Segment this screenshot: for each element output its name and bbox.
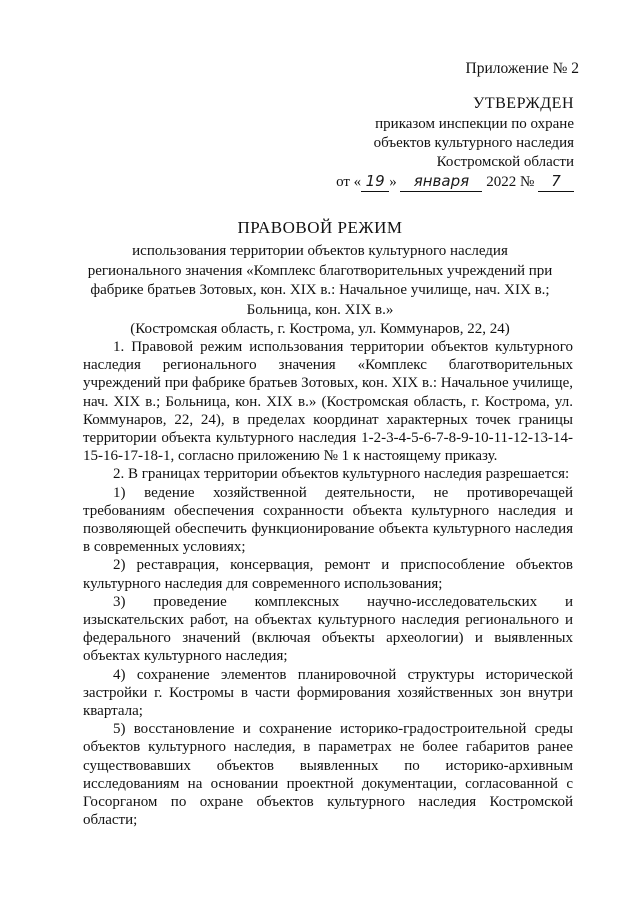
title-main: ПРАВОВОЙ РЕЖИМ: [237, 218, 403, 237]
date-prefix: от «: [336, 174, 362, 190]
order-line-2: объектов культурного наследия: [373, 135, 574, 151]
paragraph-2-item-5: 5) восстановление и сохранение историко-градостроительной среды объектов культурного наследия, в параметрах не более габаритов ранее существовавших объектов выявленных по историко-архивным исследованиям на основании проектной документации, согласованной с Госорганом по охране объектов культурного наследия Костромской области;: [83, 721, 573, 829]
date-day-handwritten: 19: [361, 172, 389, 192]
title-line-1: использования территории объектов культурного наследия: [132, 243, 508, 259]
title-line-3: фабрике братьев Зотовых, кон. XIX в.: Начальное училище, нач. XIX в.;: [90, 282, 550, 298]
approved-heading: УТВЕРЖДЕН: [473, 95, 574, 112]
paragraph-2-item-2: 2) реставрация, консервация, ремонт и приспособление объектов культурного наследия для современного использования;: [83, 557, 573, 592]
order-date-line: [314, 172, 574, 192]
date-year: 2022 №: [486, 174, 535, 190]
paragraph-2: 2. В границах территории объектов культурного наследия разрешается:: [113, 466, 570, 483]
appendix-label: Приложение № 2: [465, 60, 579, 77]
date-mid: »: [389, 174, 397, 190]
paragraph-2-item-3: 3) проведение комплексных научно-исследовательских и изыскательских работ, на объектах культурного наследия регионального и федерального значений (включая объекты археологии) и выявленных объектах культурного наследия;: [83, 593, 573, 665]
paragraph-2-item-1: 1) ведение хозяйственной деятельности, не противоречащей требованиям обеспечения сохранности объекта культурного наследия и позволяющей обеспечить функционирование объекта культурного наследия в современных условиях;: [83, 484, 573, 556]
paragraph-2-item-4: 4) сохранение элементов планировочной структуры исторической застройки г. Костромы в части формирования хозяйственных зон внутри квартала;: [83, 666, 573, 720]
paragraph-1: 1. Правовой режим использования территории объектов культурного наследия регионального значения «Комплекс благотворительных учреждений при фабрике братьев Зотовых, кон. XIX в.: Начальное училище, нач. XIX в.; Больница, кон. XIX в.» (Костромская область, г. Кострома, ул. Коммунаров, 22, 24), в пределах координат характерных точек границы территории объекта культурного наследия 1-2-3-4-5-6-7-8-9-10-11-12-13-14-15-16-17-18-1, согласно приложению № 1 к настоящему приказу.: [83, 339, 573, 465]
title-line-2: регионального значения «Комплекс благотворительных учреждений при: [87, 262, 553, 279]
order-line-3: Костромской области: [436, 154, 574, 170]
approval-block: [314, 94, 574, 192]
document-title: [0, 218, 640, 340]
order-number-handwritten: 7: [538, 172, 574, 192]
title-line-4: Больница, кон. XIX в.»: [246, 301, 394, 318]
title-line-5: (Костромская область, г. Кострома, ул. Коммунаров, 22, 24): [130, 321, 510, 337]
date-month-handwritten: января: [400, 172, 482, 192]
document-body: [83, 338, 573, 829]
order-line-1: приказом инспекции по охране: [375, 116, 574, 132]
